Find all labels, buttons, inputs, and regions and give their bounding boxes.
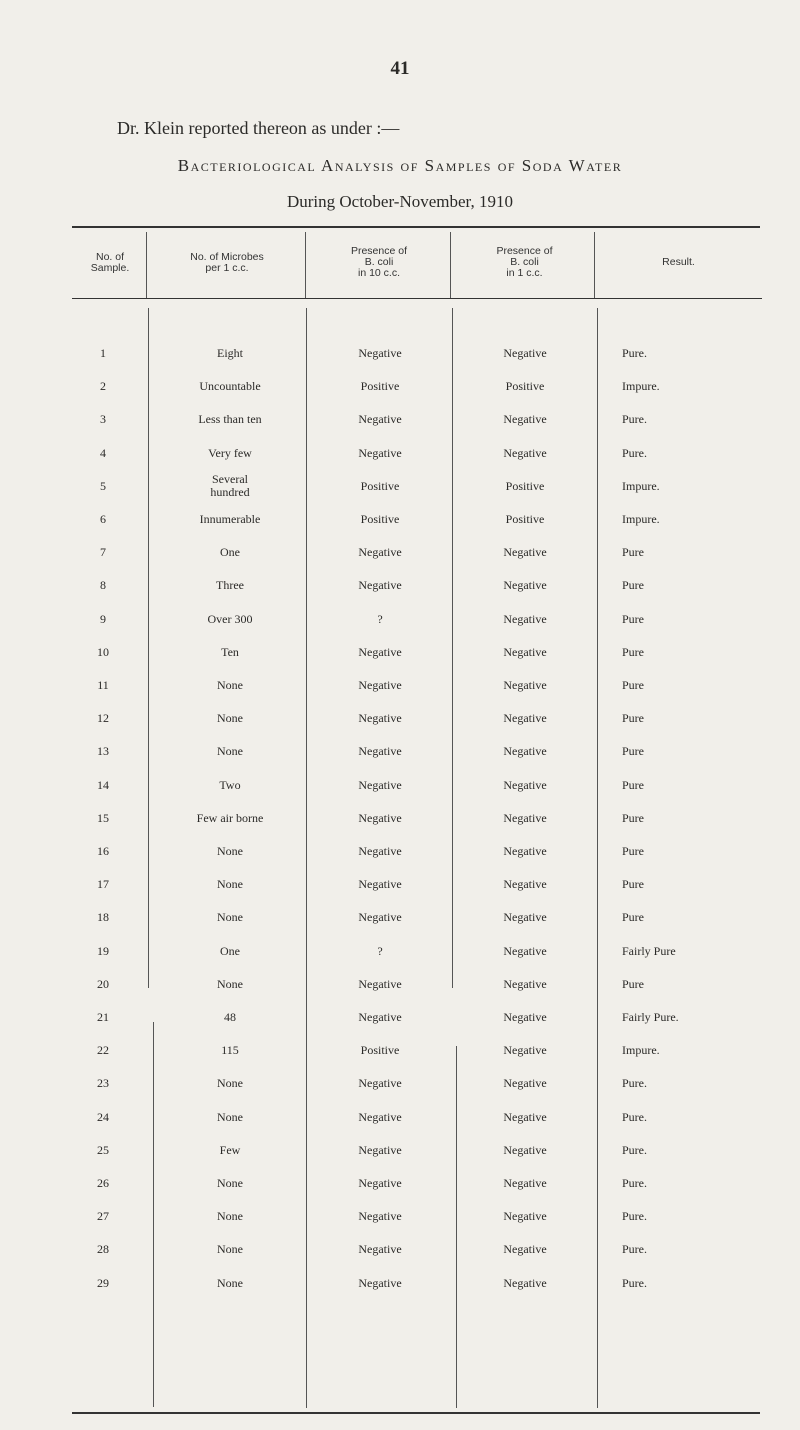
cell-microbes: None (217, 678, 243, 692)
table-header-rule (72, 298, 762, 299)
cell-bcoli-10cc: Positive (360, 478, 400, 493)
cell-microbes: None (217, 976, 243, 991)
table-bottom-rule (72, 1412, 760, 1414)
cell-bcoli-10cc: Negative (358, 877, 402, 892)
cell-bcoli-10cc: ? (377, 943, 383, 958)
cell-bcoli-10cc: Negative (358, 545, 402, 560)
column-divider (153, 1022, 154, 1407)
cell-sample-number: 6 (100, 512, 106, 526)
cell-microbes: None (217, 1176, 243, 1190)
cell-microbes: One (220, 943, 240, 958)
cell-bcoli-10cc: Negative (358, 1076, 402, 1091)
cell-microbes: 115 (221, 1043, 239, 1058)
cell-bcoli-1cc: Negative (503, 1275, 547, 1290)
cell-microbes: None (217, 877, 243, 892)
cell-sample-number: 10 (97, 644, 109, 659)
cell-bcoli-10cc: Negative (358, 1209, 402, 1224)
cell-bcoli-10cc: Negative (358, 1109, 402, 1124)
page-number: 41 (390, 58, 410, 79)
cell-microbes: Eight (217, 346, 243, 360)
cell-bcoli-10cc: Negative (358, 644, 402, 659)
cell-bcoli-10cc: Negative (358, 976, 402, 991)
cell-result: Impure. (622, 1043, 660, 1058)
cell-sample-number: 25 (97, 1142, 109, 1157)
cell-bcoli-1cc: Negative (503, 1109, 547, 1124)
cell-sample-number: 13 (97, 744, 109, 759)
cell-microbes: Several hundred (210, 472, 250, 500)
cell-bcoli-10cc: Positive (360, 512, 400, 526)
cell-microbes: Ten (221, 644, 239, 659)
cell-bcoli-1cc: Negative (503, 976, 547, 991)
header-microbes: No. of Microbes per 1 c.c. (190, 251, 264, 274)
cell-sample-number: 5 (100, 478, 106, 493)
cell-bcoli-10cc: Positive (360, 1043, 400, 1058)
cell-bcoli-1cc: Negative (503, 346, 547, 360)
cell-bcoli-10cc: Negative (358, 1010, 402, 1024)
cell-sample-number: 2 (100, 379, 106, 394)
column-divider (306, 308, 307, 1408)
cell-result: Pure (622, 910, 644, 925)
cell-sample-number: 24 (97, 1109, 109, 1124)
cell-sample-number: 14 (97, 777, 109, 792)
cell-result: Pure (622, 611, 644, 626)
cell-result: Pure. (622, 346, 647, 360)
cell-bcoli-1cc: Negative (503, 611, 547, 626)
cell-result: Pure. (622, 1142, 647, 1157)
cell-sample-number: 28 (97, 1242, 109, 1257)
cell-microbes: None (217, 910, 243, 925)
cell-sample-number: 8 (100, 578, 106, 593)
cell-result: Pure (622, 744, 644, 759)
cell-bcoli-10cc: Negative (358, 412, 402, 427)
cell-sample-number: 15 (97, 810, 109, 825)
cell-result: Pure (622, 578, 644, 593)
cell-result: Impure. (622, 512, 660, 526)
cell-microbes: Few air borne (196, 810, 264, 825)
cell-bcoli-1cc: Negative (503, 711, 547, 726)
cell-bcoli-1cc: Negative (503, 578, 547, 593)
table-subtitle: During October-November, 1910 (286, 192, 514, 211)
cell-result: Pure. (622, 1176, 647, 1190)
cell-bcoli-10cc: ? (377, 611, 383, 626)
cell-sample-number: 18 (97, 910, 109, 925)
cell-result: Pure (622, 545, 644, 560)
cell-microbes: None (217, 1209, 243, 1224)
cell-sample-number: 23 (97, 1076, 109, 1091)
header-sample-number: No. of Sample. (90, 251, 130, 274)
cell-sample-number: 19 (97, 943, 109, 958)
header-bcoli-10cc: Presence of B. coli in 10 c.c. (350, 245, 408, 279)
cell-microbes: None (217, 844, 243, 858)
header-result: Result. (662, 256, 695, 268)
cell-result: Pure (622, 844, 644, 858)
cell-bcoli-1cc: Negative (503, 1076, 547, 1091)
cell-result: Pure (622, 976, 644, 991)
cell-bcoli-10cc: Negative (358, 1176, 402, 1190)
cell-bcoli-1cc: Negative (503, 1010, 547, 1024)
cell-bcoli-1cc: Negative (503, 1176, 547, 1190)
cell-sample-number: 17 (97, 877, 109, 892)
cell-sample-number: 29 (97, 1275, 109, 1290)
cell-result: Pure (622, 711, 644, 726)
column-divider (456, 1046, 457, 1408)
cell-sample-number: 26 (97, 1176, 109, 1190)
cell-bcoli-1cc: Negative (503, 943, 547, 958)
cell-bcoli-1cc: Positive (505, 512, 545, 526)
cell-microbes: Over 300 (207, 611, 253, 626)
cell-bcoli-10cc: Positive (360, 379, 400, 394)
column-divider (597, 308, 598, 1408)
cell-bcoli-10cc: Negative (358, 910, 402, 925)
cell-bcoli-1cc: Negative (503, 877, 547, 892)
cell-bcoli-1cc: Negative (503, 844, 547, 858)
cell-bcoli-1cc: Negative (503, 1142, 547, 1157)
cell-bcoli-1cc: Negative (503, 545, 547, 560)
cell-result: Pure (622, 678, 644, 692)
column-divider (148, 308, 149, 988)
cell-microbes: Three (216, 578, 244, 593)
cell-result: Pure. (622, 445, 647, 460)
cell-bcoli-1cc: Negative (503, 777, 547, 792)
cell-bcoli-1cc: Negative (503, 910, 547, 925)
cell-bcoli-10cc: Negative (358, 445, 402, 460)
cell-sample-number: 7 (100, 545, 106, 560)
cell-bcoli-10cc: Negative (358, 711, 402, 726)
cell-result: Impure. (622, 379, 660, 394)
cell-bcoli-10cc: Negative (358, 810, 402, 825)
cell-microbes: None (217, 744, 243, 759)
cell-sample-number: 22 (97, 1043, 109, 1058)
cell-sample-number: 12 (97, 711, 109, 726)
cell-sample-number: 21 (97, 1010, 109, 1024)
cell-bcoli-10cc: Negative (358, 346, 402, 360)
cell-bcoli-1cc: Negative (503, 644, 547, 659)
cell-result: Pure (622, 644, 644, 659)
cell-bcoli-1cc: Negative (503, 1043, 547, 1058)
cell-microbes: None (217, 1275, 243, 1290)
intro-text: Dr. Klein reported thereon as under :— (117, 118, 400, 138)
cell-bcoli-1cc: Positive (505, 379, 545, 394)
cell-bcoli-1cc: Negative (503, 744, 547, 759)
cell-sample-number: 27 (97, 1209, 109, 1224)
table-title: Bacteriological Analysis of Samples of Soda Water (177, 156, 623, 175)
cell-bcoli-10cc: Negative (358, 578, 402, 593)
cell-result: Pure. (622, 1275, 647, 1290)
cell-result: Pure. (622, 1109, 647, 1124)
cell-microbes: None (217, 1109, 243, 1124)
cell-result: Pure. (622, 1209, 647, 1224)
cell-microbes: Few (219, 1142, 241, 1157)
cell-bcoli-10cc: Negative (358, 1275, 402, 1290)
cell-bcoli-10cc: Negative (358, 844, 402, 858)
cell-result: Impure. (622, 478, 660, 493)
table-top-rule (72, 226, 760, 228)
cell-microbes: Very few (208, 445, 252, 460)
cell-microbes: Uncountable (199, 379, 261, 394)
cell-result: Fairly Pure (622, 943, 676, 958)
header-bcoli-1cc: Presence of B. coli in 1 c.c. (496, 245, 553, 279)
cell-microbes: None (217, 711, 243, 726)
cell-result: Pure. (622, 412, 647, 427)
cell-bcoli-1cc: Negative (503, 678, 547, 692)
cell-sample-number: 16 (97, 844, 109, 858)
cell-result: Pure (622, 810, 644, 825)
cell-result: Pure (622, 877, 644, 892)
cell-microbes: Innumerable (199, 512, 261, 526)
cell-bcoli-10cc: Negative (358, 678, 402, 692)
cell-result: Pure. (622, 1242, 647, 1257)
cell-bcoli-1cc: Negative (503, 412, 547, 427)
cell-microbes: None (217, 1242, 243, 1257)
cell-sample-number: 9 (100, 611, 106, 626)
cell-microbes: One (220, 545, 240, 560)
cell-bcoli-10cc: Negative (358, 1242, 402, 1257)
cell-result: Pure. (622, 1076, 647, 1091)
cell-bcoli-1cc: Negative (503, 445, 547, 460)
cell-bcoli-10cc: Negative (358, 777, 402, 792)
cell-bcoli-1cc: Negative (503, 1209, 547, 1224)
cell-bcoli-10cc: Negative (358, 1142, 402, 1157)
cell-sample-number: 11 (97, 678, 109, 692)
cell-microbes: Less than ten (198, 412, 262, 427)
cell-microbes: Two (219, 777, 241, 792)
cell-microbes: 48 (224, 1010, 236, 1024)
cell-microbes: None (217, 1076, 243, 1091)
cell-bcoli-1cc: Negative (503, 1242, 547, 1257)
cell-bcoli-1cc: Positive (505, 478, 545, 493)
cell-result: Fairly Pure. (622, 1010, 679, 1024)
column-divider (452, 308, 453, 988)
cell-sample-number: 20 (97, 976, 109, 991)
cell-bcoli-1cc: Negative (503, 810, 547, 825)
cell-result: Pure (622, 777, 644, 792)
cell-sample-number: 4 (100, 445, 106, 460)
cell-bcoli-10cc: Negative (358, 744, 402, 759)
cell-sample-number: 1 (100, 346, 106, 360)
cell-sample-number: 3 (100, 412, 106, 427)
